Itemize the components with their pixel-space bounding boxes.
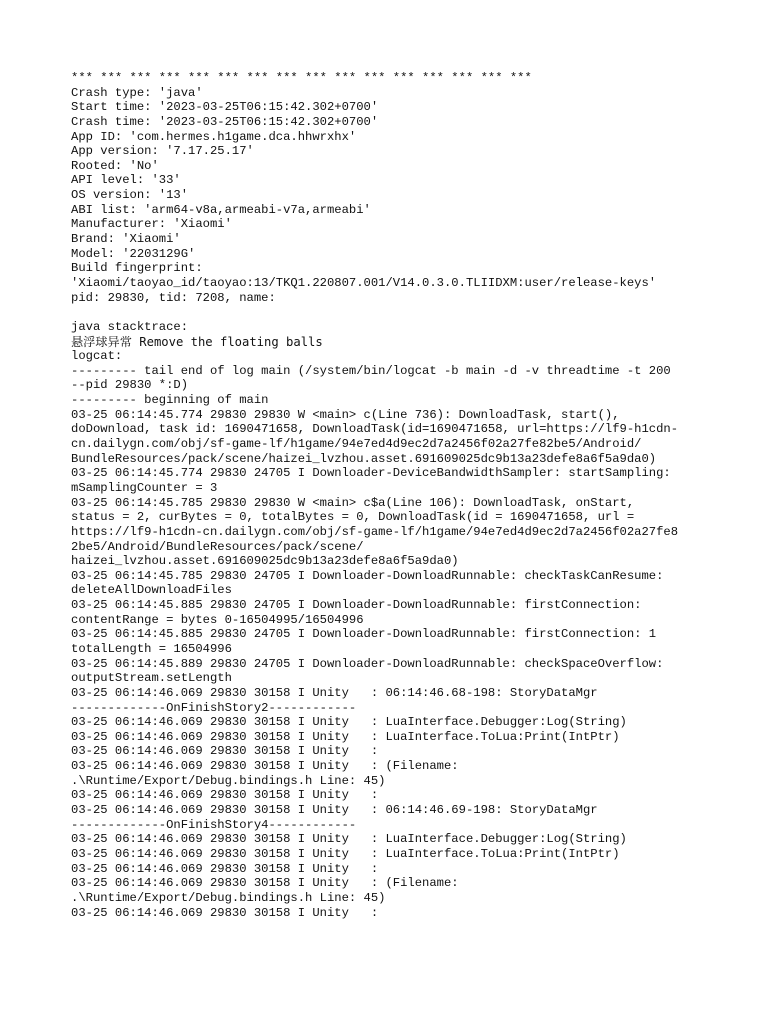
log-line: 03-25 06:14:46.069 29830 30158 I Unity : 06:14:46.69-198: StoryDataMgr [71,803,598,818]
log-line: 03-25 06:14:46.069 29830 30158 I Unity : LuaInterface.ToLua:Print(IntPtr) [71,729,620,744]
log-line: 03-25 06:14:46.069 29830 30158 I Unity : [71,744,379,759]
log-line: outputStream.setLength [71,671,232,686]
log-line: deleteAllDownloadFiles [71,583,232,598]
log-line: --------- tail end of log main (/system/bin/logcat -b main -d -v threadtime -t 200 [71,363,671,378]
log-line: 03-25 06:14:45.885 29830 24705 I Downloader-DownloadRunnable: firstConnection: 1 [71,627,657,642]
abi-list-line: ABI list: 'arm64-v8a,armeabi-v7a,armeabi' [71,202,371,217]
log-line: 03-25 06:14:45.774 29830 24705 I Downloader-DeviceBandwidthSampler: startSampling: [71,466,671,481]
app-version-line: App version: '7.17.25.17' [71,144,254,159]
log-line: https://lf9-h1cdn-cn.dailygn.com/obj/sf-game-lf/h1game/94e7ed4d9ec2d7a2456f02a27fe8 [71,524,679,539]
log-line: cn.dailygn.com/obj/sf-game-lf/h1game/94e7ed4d9ec2d7a2456f02a27fe82be5/Android/ [71,437,642,452]
log-line: 03-25 06:14:45.774 29830 29830 W <main> c(Line 736): DownloadTask, start(), [71,407,620,422]
log-line: 03-25 06:14:46.069 29830 30158 I Unity : [71,905,379,920]
log-line: --------- beginning of main [71,393,269,408]
log-line: 03-25 06:14:45.785 29830 24705 I Downloader-DownloadRunnable: checkTaskCanResume: [71,568,664,583]
log-line: BundleResources/pack/scene/haizei_lvzhou.asset.691609025dc9b13a23defe8a6f5a9da0) [71,451,657,466]
log-line: 03-25 06:14:46.069 29830 30158 I Unity : LuaInterface.ToLua:Print(IntPtr) [71,846,620,861]
log-line: -------------OnFinishStory2------------ [71,700,357,715]
log-line: haizei_lvzhou.asset.691609025dc9b13a23defe8a6f5a9da0) [71,554,459,569]
log-line: doDownload, task id: 1690471658, DownloadTask(id=1690471658, url=https://lf9-h1cdn- [71,422,679,437]
blank-line [71,305,731,320]
build-fingerprint-label: Build fingerprint: [71,261,203,276]
log-line: 03-25 06:14:45.785 29830 29830 W <main> c$a(Line 106): DownloadTask, onStart, [71,495,635,510]
log-line: 03-25 06:14:46.069 29830 30158 I Unity : 06:14:46.68-198: StoryDataMgr [71,685,598,700]
brand-line: Brand: 'Xiaomi' [71,232,181,247]
log-line: 03-25 06:14:45.885 29830 24705 I Downloader-DownloadRunnable: firstConnection: [71,598,642,613]
stacktrace-label: java stacktrace: [71,319,189,334]
log-line: totalLength = 16504996 [71,641,232,656]
manufacturer-line: Manufacturer: 'Xiaomi' [71,217,232,232]
logcat-label: logcat: [71,349,123,364]
separator-line: *** *** *** *** *** *** *** *** *** *** *** *** *** *** *** *** [71,71,532,85]
pid-line: pid: 29830, tid: 7208, name: [71,290,276,305]
log-line: 03-25 06:14:46.069 29830 30158 I Unity : LuaInterface.Debugger:Log(String) [71,715,627,730]
api-level-line: API level: '33' [71,173,181,188]
log-line: 03-25 06:14:46.069 29830 30158 I Unity : (Filename: [71,876,459,891]
start-time-line: Start time: '2023-03-25T06:15:42.302+0700' [71,100,379,115]
log-line: 03-25 06:14:46.069 29830 30158 I Unity : LuaInterface.Debugger:Log(String) [71,832,627,847]
log-line: -------------OnFinishStory4------------ [71,817,357,832]
log-line: 03-25 06:14:46.069 29830 30158 I Unity : (Filename: [71,759,459,774]
log-line: contentRange = bytes 0-16504995/16504996 [71,612,364,627]
log-line: status = 2, curBytes = 0, totalBytes = 0, DownloadTask(id = 1690471658, url = [71,510,635,525]
log-line: --pid 29830 *:D) [71,378,189,393]
log-line: 2be5/Android/BundleResources/pack/scene/ [71,539,364,554]
rooted-line: Rooted: 'No' [71,158,159,173]
app-id-line: App ID: 'com.hermes.h1game.dca.hhwrxhx' [71,129,357,144]
log-line: .\Runtime/Export/Debug.bindings.h Line: 45) [71,890,386,905]
model-line: Model: '2203129G' [71,246,196,261]
crash-time-line: Crash time: '2023-03-25T06:15:42.302+0700' [71,114,379,129]
stacktrace-message: 悬浮球异常 Remove the floating balls [71,334,323,349]
build-fingerprint-value: 'Xiaomi/taoyao_id/taoyao:13/TKQ1.220807.001/V14.0.3.0.TLIIDXM:user/release-keys' [71,275,657,290]
crash-log-document [71,71,731,920]
log-line: mSamplingCounter = 3 [71,480,218,495]
log-line: 03-25 06:14:46.069 29830 30158 I Unity : [71,861,379,876]
log-line: 03-25 06:14:45.889 29830 24705 I Downloader-DownloadRunnable: checkSpaceOverflow: [71,656,664,671]
os-version-line: OS version: '13' [71,188,189,203]
log-line: .\Runtime/Export/Debug.bindings.h Line: 45) [71,773,386,788]
crash-type-line: Crash type: 'java' [71,85,203,100]
log-line: 03-25 06:14:46.069 29830 30158 I Unity : [71,788,379,803]
